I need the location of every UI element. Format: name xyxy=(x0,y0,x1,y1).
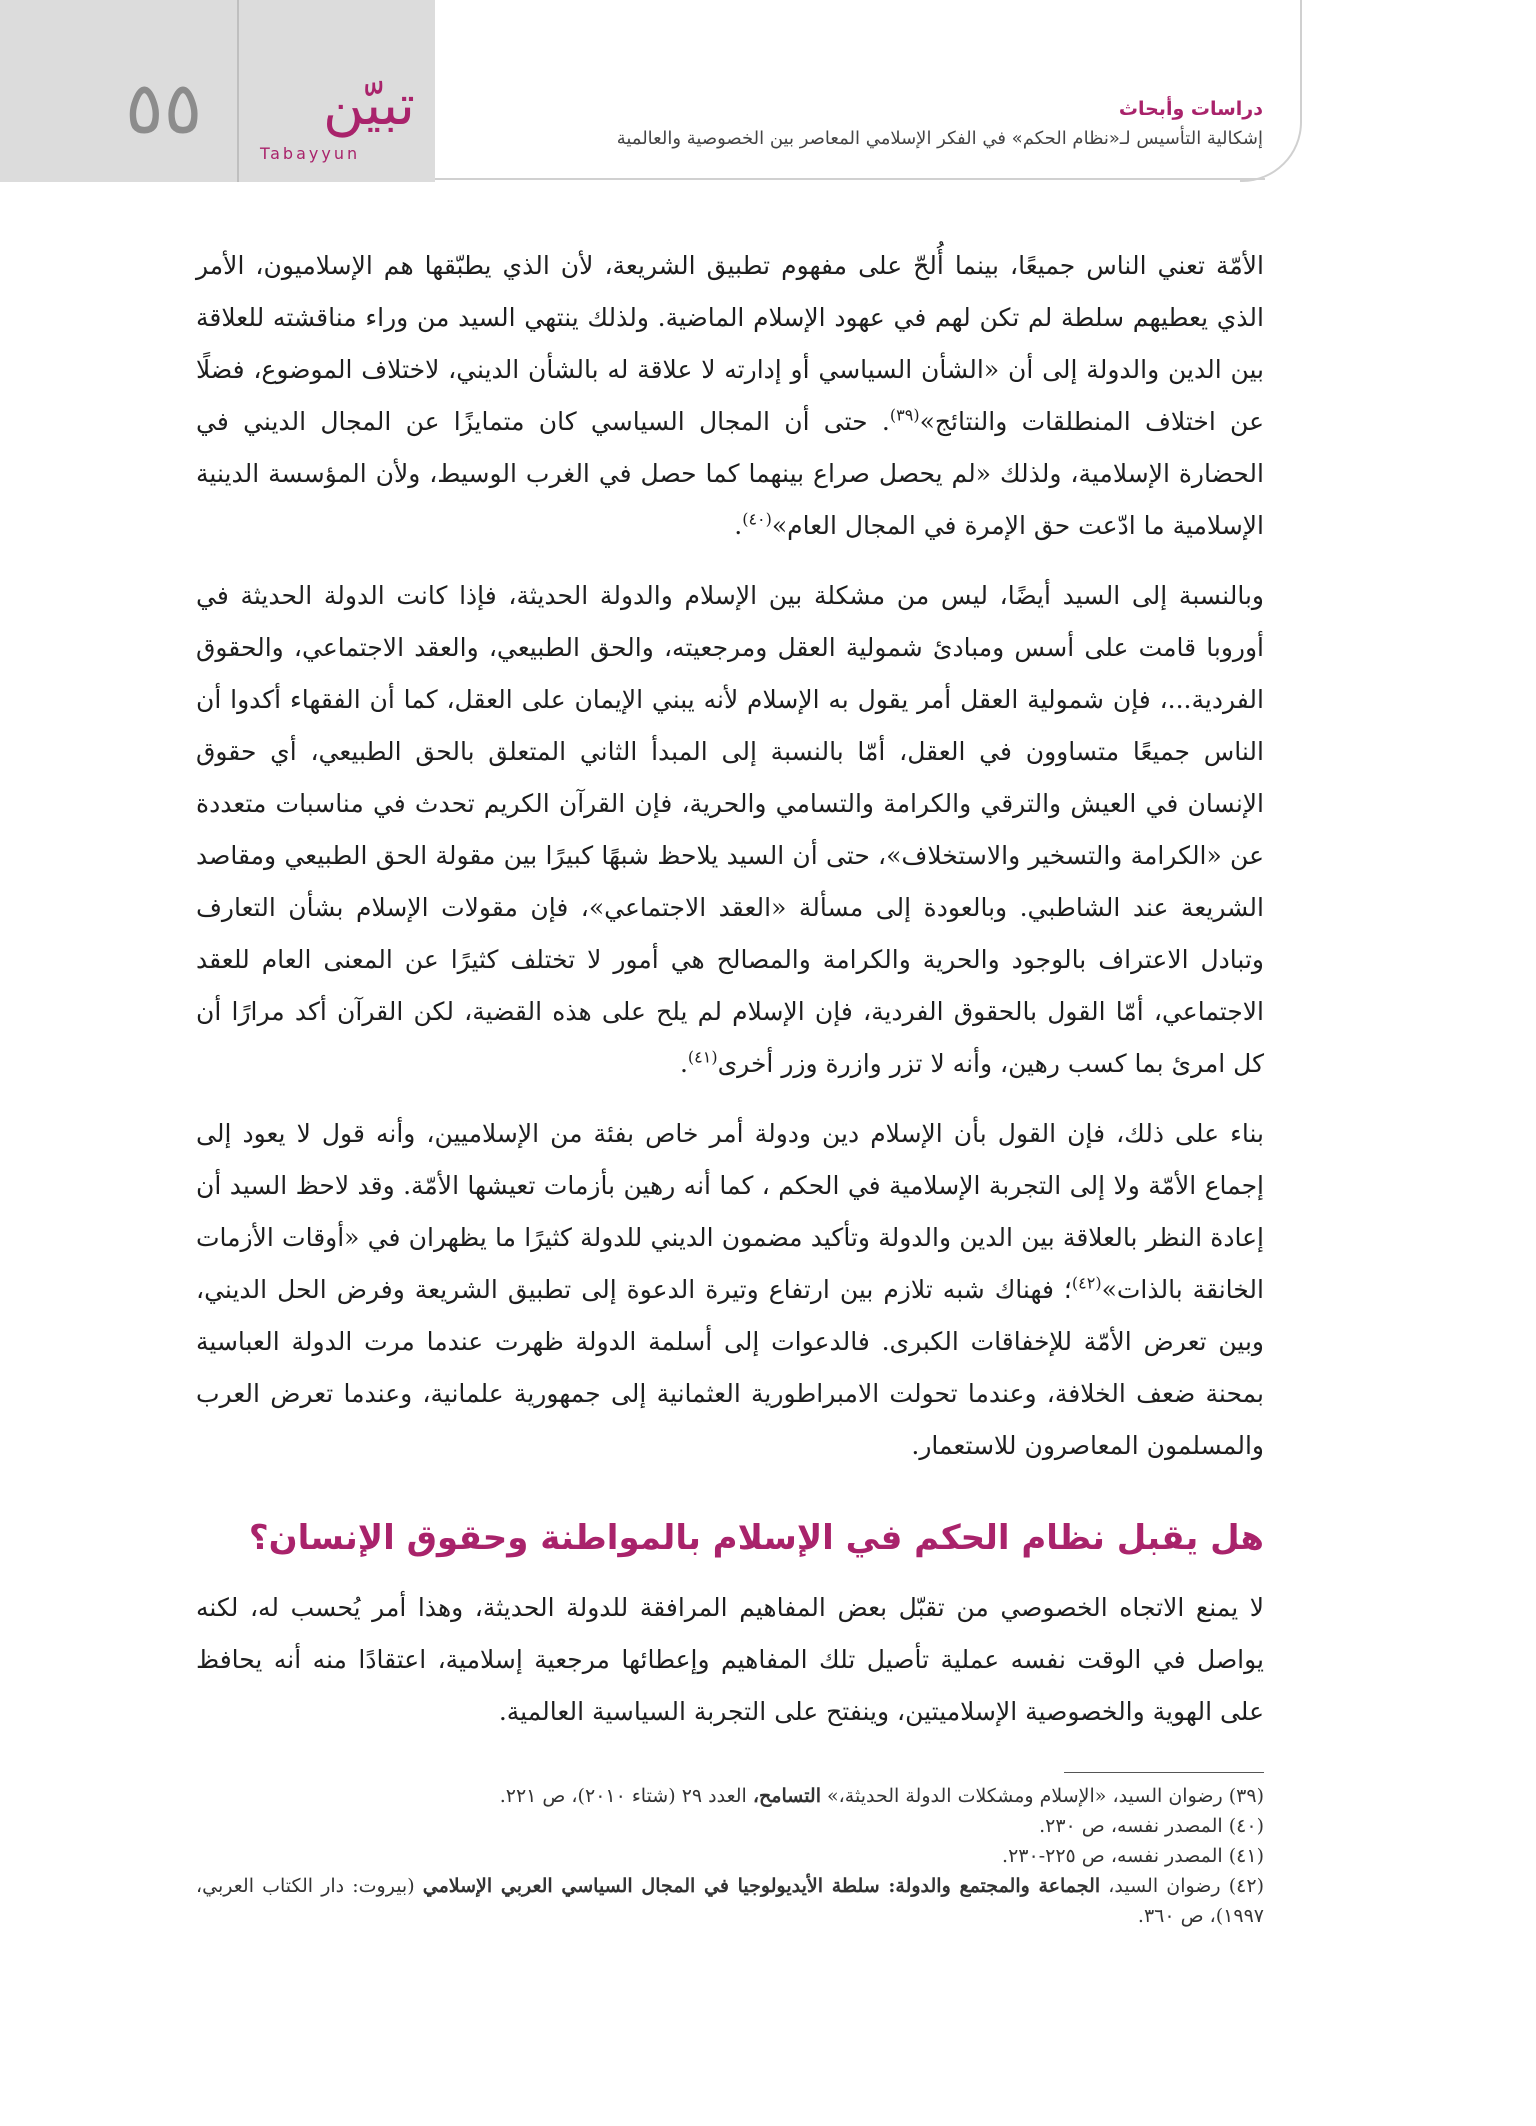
article-body xyxy=(196,240,1264,1931)
header-corner-curve xyxy=(1240,0,1302,182)
footnote-ref-39[interactable]: (٣٩) xyxy=(889,405,920,425)
logo-arabic: تبيّن xyxy=(322,73,415,138)
header-rule xyxy=(435,178,1265,180)
footnote-rule xyxy=(1064,1772,1264,1773)
section-heading: هل يقبل نظام الحكم في الإسلام بالمواطنة وحقوق الإنسان؟ xyxy=(248,1518,1264,1558)
paragraph-2: وبالنسبة إلى السيد أيضًا، ليس من مشكلة بين الإسلام والدولة الحديثة، فإذا كانت الدولة الحديثة في أوروبا قامت على أسس ومبادئ شمولية العقل ومرجعيته، والحق الطبيعي، والعقد الاجتماعي، والحقوق الفردية...، فإن شمولية العقل أمر يقول به الإسلام لأنه يبني الإيمان على العقل، كما أن الفقهاء أكدوا أن الناس جميعًا متساوون في العقل، أمّا بالنسبة إلى المبدأ الثاني المتعلق بالحق الطبيعي، أي حقوق الإنسان في العيش والترقي والكرامة والتسامي والحرية، فإن القرآن الكريم تحدث في مناسبات متعددة عن «الكرامة والتسخير والاستخلاف»، حتى أن السيد يلاحظ شبهًا كبيرًا بين مقولة الحق الطبيعي ومقاصد الشريعة عند الشاطبي. وبالعودة إلى مسألة «العقد الاجتماعي»، فإن مقولات الإسلام بشأن التعارف وتبادل الاعتراف بالوجود والحرية والكرامة والمصالح هي أمور لا تختلف كثيرًا عن المعنى العام للعقد الاجتماعي، أمّا القول بالحقوق الفردية، فإن الإسلام لم يلح على هذه القضية، لكن القرآن أكد مرارًا أن كل امرئ بما كسب رهين، وأنه لا تزر وازرة وزر أخرى$^{(٤١)}$. xyxy=(196,581,1264,1078)
footnote-40: (٤٠) المصدر نفسه، ص ٢٣٠. xyxy=(1039,1815,1264,1837)
page-header xyxy=(0,0,1300,182)
journal-logo xyxy=(255,73,415,168)
footnote-39: (٣٩) رضوان السيد، «الإسلام ومشكلات الدولة الحديثة،» التسامح، العدد ٢٩ (شتاء ٢٠١٠)، ص ٢٢١. xyxy=(499,1785,1264,1807)
page-number: ٥٥ xyxy=(125,66,203,150)
footnote-41: (٤١) المصدر نفسه، ص ٢٢٥-٢٣٠. xyxy=(1002,1845,1264,1867)
footnote-ref-40[interactable]: (٤٠) xyxy=(742,509,772,529)
paragraph-3: بناء على ذلك، فإن القول بأن الإسلام دين ودولة أمر خاص بفئة من الإسلاميين، وأنه قول لا يعود إلى إجماع الأمّة ولا إلى التجربة الإسلامية في الحكم ، كما أنه رهين بأزمات تعيشها الأمّة. وقد لاحظ السيد أن إعادة النظر بالعلاقة بين الدين والدولة وتأكيد مضمون الديني للدولة كثيرًا ما يظهران في «أوقات الأزمات الخانقة بالذات»$^{(٤٢)}$؛ فهناك شبه تلازم بين ارتفاع وتيرة الدعوة إلى تطبيق الشريعة وفرض الحل الديني، وبين تعرض الأمّة للإخفاقات الكبرى. فالدعوات إلى أسلمة الدولة ظهرت عندما مرت الدولة العباسية بمحنة ضعف الخلافة، وعندما تحولت الامبراطورية العثمانية إلى جمهورية علمانية، وعندما تعرض العرب والمسلمون المعاصرون للاستعمار. xyxy=(196,1119,1264,1460)
footnote-42: (٤٢) رضوان السيد، الجماعة والمجتمع والدولة: سلطة الأيديولوجيا في المجال السياسي العربي الإسلامي (بيروت: دار الكتاب العربي، ١٩٩٧)، ص ٣٦٠. xyxy=(196,1875,1264,1927)
footnote-ref-41[interactable]: (٤١) xyxy=(687,1047,718,1067)
logo-latin: Tabayyun xyxy=(260,144,361,163)
paragraph-1: الأمّة تعني الناس جميعًا، بينما أُلحّ على مفهوم تطبيق الشريعة، لأن الذي يطبّقها هم الإسلاميون، الأمر الذي يعطيهم سلطة لم تكن لهم في عهود الإسلام الماضية. ولذلك ينتهي السيد من وراء مناقشته للعلاقة بين الدين والدولة إلى أن «الشأن السياسي أو إدارته لا علاقة له بالشأن الديني، لاختلاف الموضوع، فضلًا عن اختلاف المنطلقات والنتائج»$^{(٣٩)}$. حتى أن المجال السياسي كان متمايزًا عن المجال الديني في الحضارة الإسلامية، ولذلك «لم يحصل صراع بينهما كما حصل في الغرب الوسيط، ولأن المؤسسة الدينية الإسلامية ما ادّعت حق الإمرة في المجال العام»$^{(٤٠)}$. xyxy=(196,251,1264,540)
header-divider xyxy=(237,0,239,182)
running-title: إشكالية التأسيس لـ«نظام الحكم» في الفكر الإسلامي المعاصر بين الخصوصية والعالمية xyxy=(616,128,1263,149)
section-label: دراسات وأبحاث xyxy=(1118,98,1263,120)
footnote-ref-42[interactable]: (٤٢) xyxy=(1071,1273,1102,1293)
paragraph-4: لا يمنع الاتجاه الخصوصي من تقبّل بعض المفاهيم المرافقة للدولة الحديثة، وهذا أمر يُحسب له، لكنه يواصل في الوقت نفسه عملية تأصيل تلك المفاهيم وإعطائها مرجعية إسلامية، اعتقادًا منه أنه يحافظ على الهوية والخصوصية الإسلاميتين، وينفتح على التجربة السياسية العالمية. xyxy=(196,1593,1264,1726)
